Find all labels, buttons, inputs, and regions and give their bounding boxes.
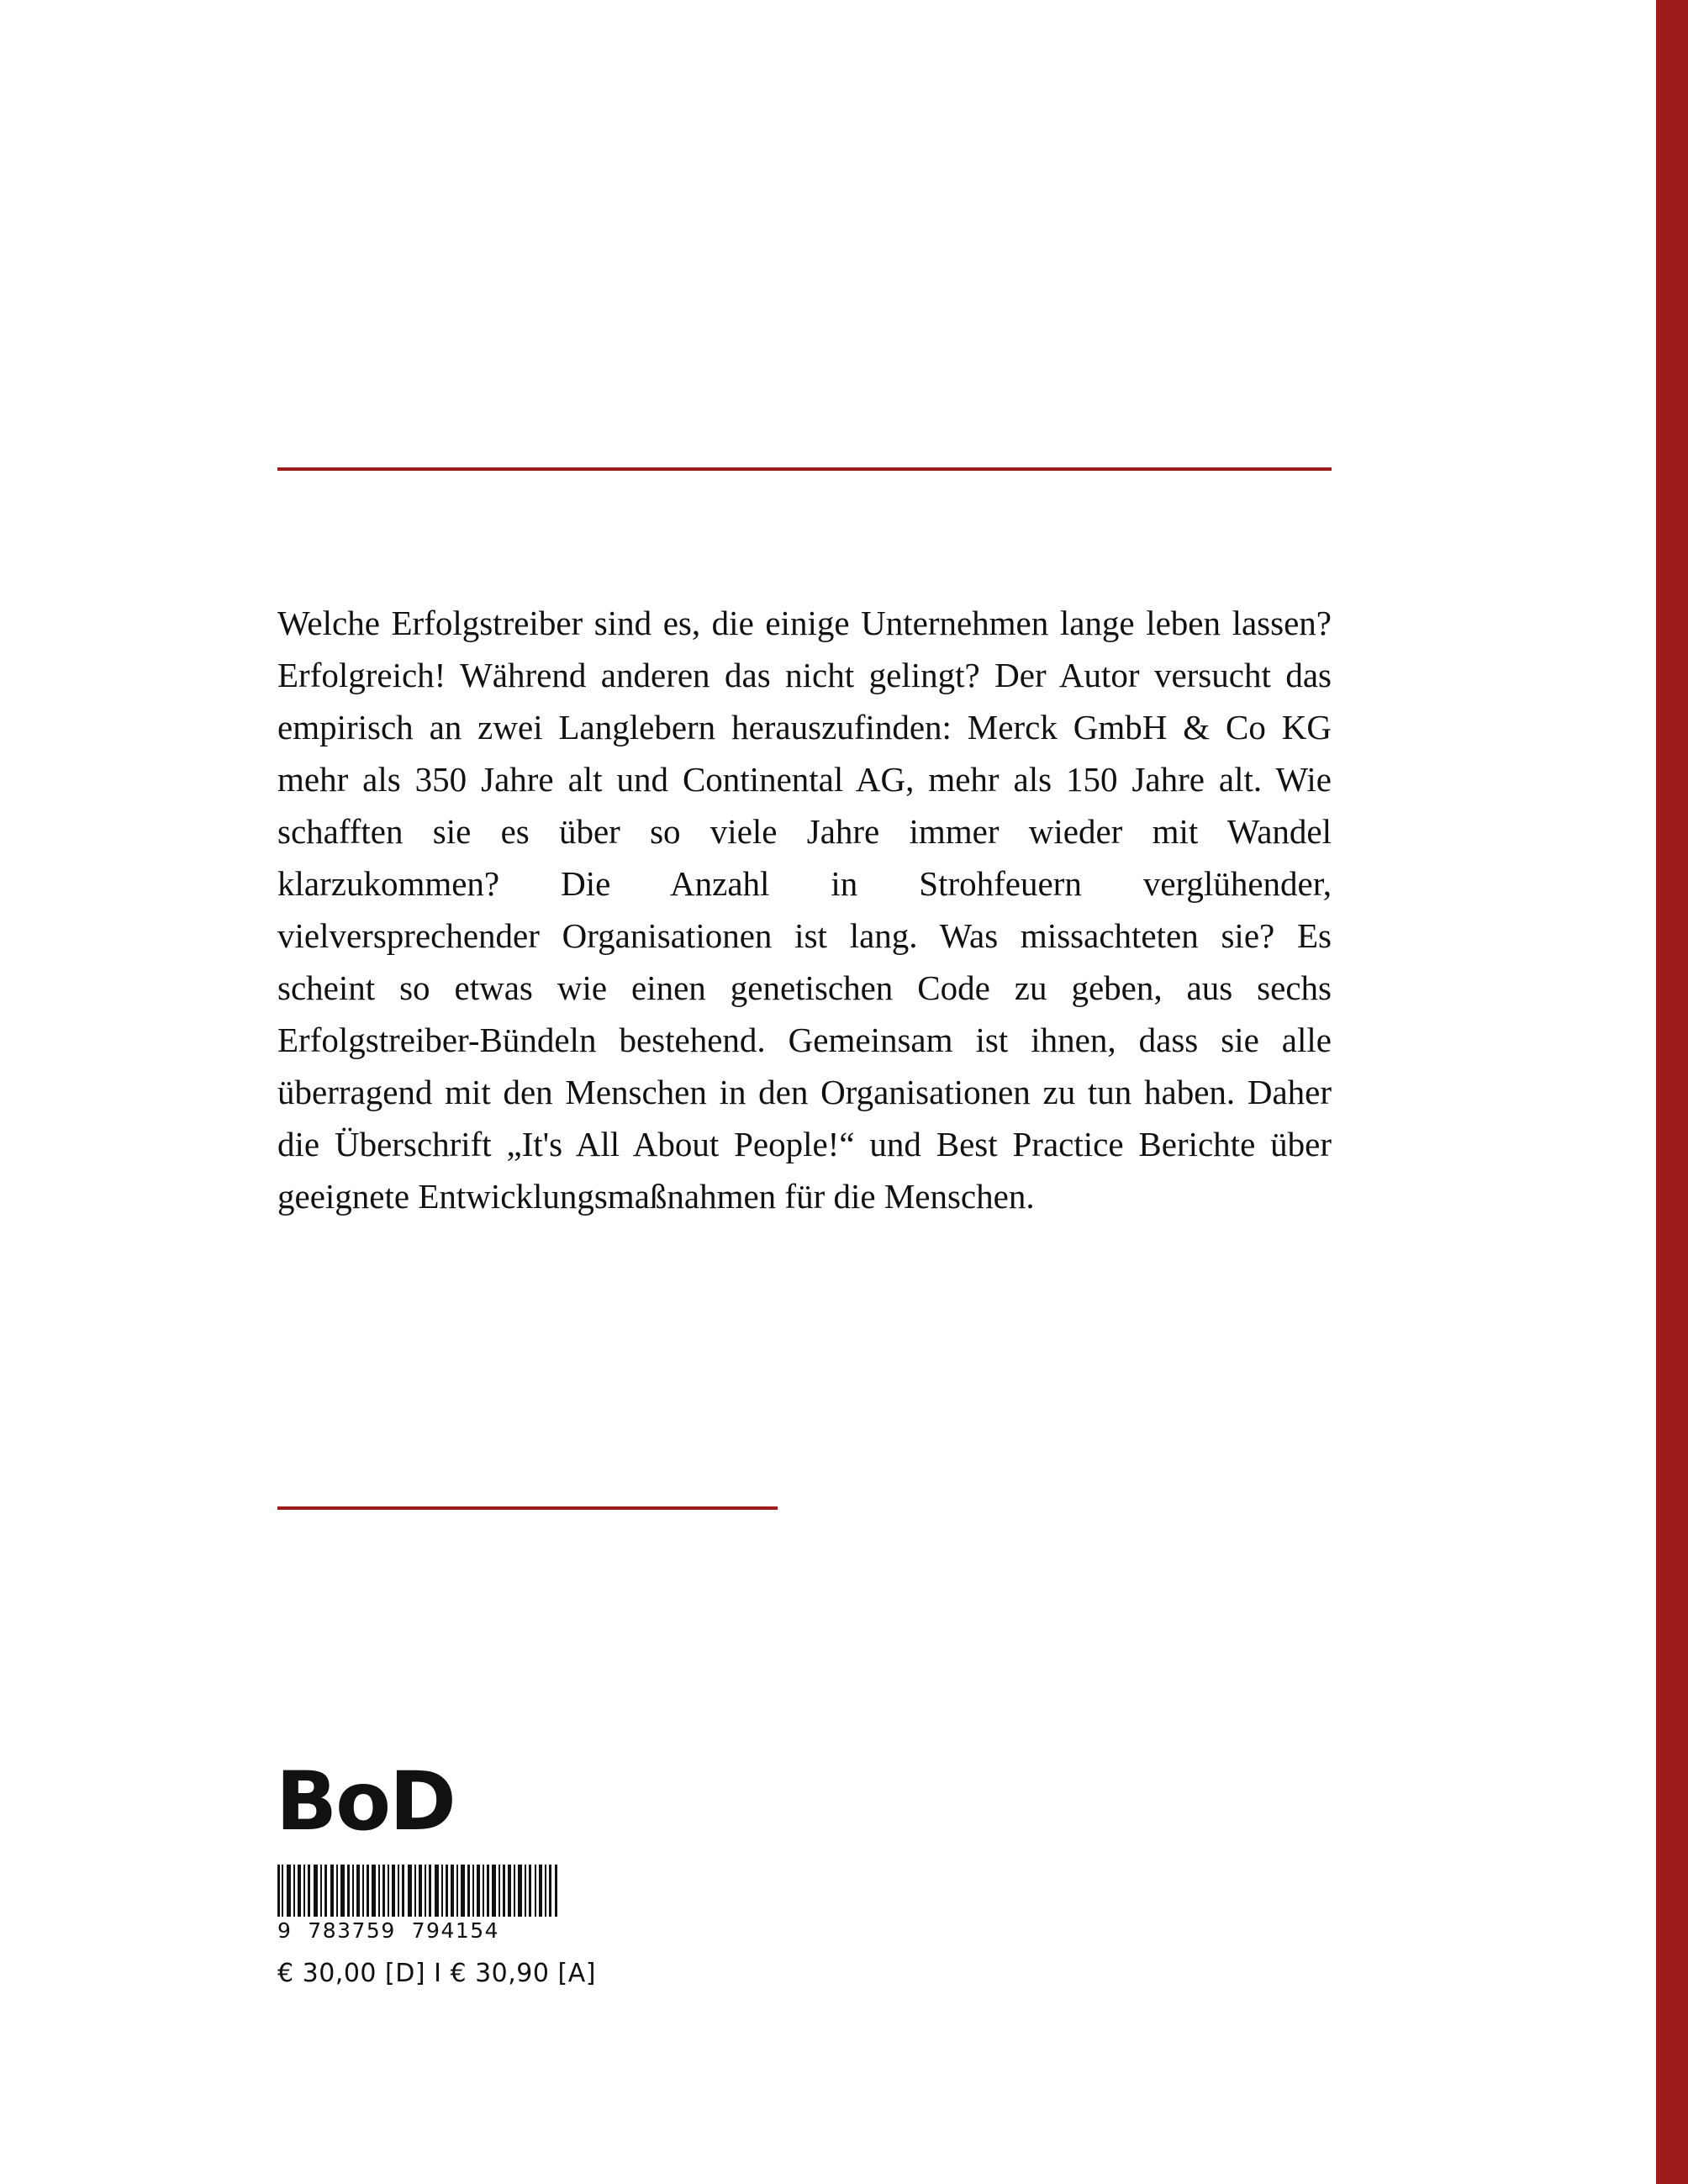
barcode-bars-icon — [277, 1865, 562, 1917]
barcode-digits: 9 783759 794154 — [277, 1918, 500, 1943]
back-cover-blurb: Welche Erfolgstreiber sind es, die einige Unternehmen lange leben lassen? Erfolgreich! Während anderen das nicht gelingt? Der Autor versucht das empirisch an zwei Langlebern herauszufinden: Merck GmbH & Co KG mehr als 350 Jahre alt und Continental AG, mehr als 150 Jahre alt. Wie schafften sie es über so viele Jahre immer wieder mit Wandel klarzukommen? Die Anzahl in Strohfeuern verglühender, vielversprechender Organisationen ist lang. Was missachteten sie? Es scheint so etwas wie einen genetischen Code zu geben, aus sechs Erfolgstreiber-Bündeln bestehend. Gemeinsam ist ihnen, dass sie alle überragend mit den Menschen in den Organisationen zu tun haben. Daher die Überschrift „It's All About People!“ und Best Practice Berichte über geeignete Entwicklungsmaßnahmen für die Menschen. — [277, 604, 1332, 1216]
bottom-divider-rule — [277, 1506, 778, 1510]
price-label: € 30,00 [D] I € 30,90 [A] — [277, 1959, 596, 1988]
top-divider-rule — [277, 467, 1332, 471]
publisher-logo: BoD — [276, 1754, 455, 1849]
barcode — [277, 1865, 580, 1943]
cover-edge-band — [1656, 0, 1688, 2184]
